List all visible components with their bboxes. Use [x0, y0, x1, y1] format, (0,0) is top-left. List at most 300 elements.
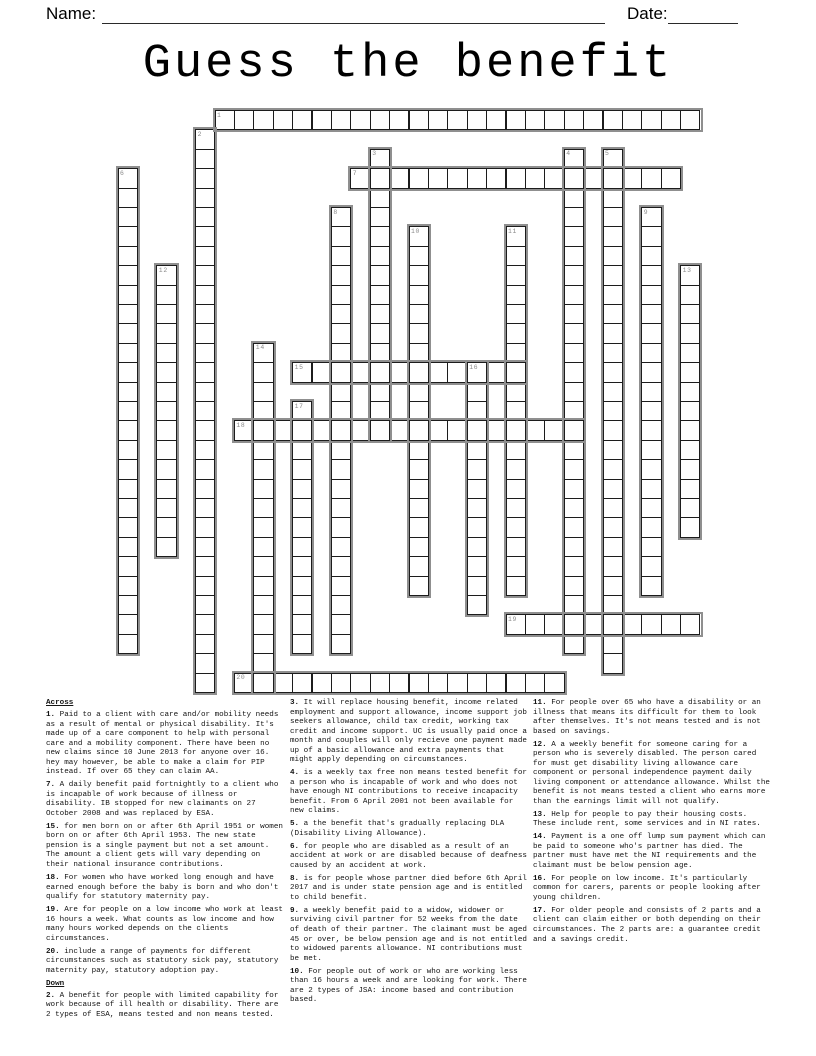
crossword-cell — [331, 498, 351, 518]
crossword-cell — [583, 168, 603, 188]
crossword-cell — [603, 420, 623, 440]
crossword-cell — [467, 420, 487, 440]
clue-number: 18. — [46, 873, 60, 882]
crossword-cell — [195, 673, 215, 693]
crossword-cell — [195, 576, 215, 596]
crossword-cell — [680, 401, 700, 421]
crossword-cell — [564, 362, 584, 382]
crossword-cell — [467, 537, 487, 557]
crossword-cell — [641, 382, 661, 402]
crossword-cell — [118, 517, 138, 537]
clue-column-middle — [290, 699, 530, 1009]
cell-number: 13 — [682, 266, 692, 274]
crossword-cell — [195, 188, 215, 208]
crossword-cell — [234, 673, 254, 693]
crossword-cell — [389, 420, 409, 440]
crossword-cell — [641, 110, 661, 130]
crossword-cell — [195, 556, 215, 576]
clue-2: 2. A benefit for people with limited capability for work because of ill health or disability. There are 2 types of ESA, means tested and non means tested. — [46, 991, 279, 1019]
clue-14: 14. Payment is a one off lump sum payment which can be paid to someone who's partner has died. The partner must have met the NI requirements and the claimant must be below pension age. — [533, 833, 766, 870]
crossword-cell — [525, 614, 545, 634]
crossword-cell — [467, 459, 487, 479]
crossword-cell — [156, 265, 176, 285]
clue-8: 8. is for people whose partner died before 6th April 2017 and is under state pension age and is entitled to child benefit. — [290, 874, 527, 902]
crossword-cell — [603, 556, 623, 576]
crossword-cell — [641, 517, 661, 537]
crossword-cell — [292, 479, 312, 499]
crossword-cell — [370, 168, 390, 188]
crossword-cell — [622, 168, 642, 188]
crossword-cell — [292, 401, 312, 421]
crossword-cell — [506, 382, 526, 402]
crossword-cell — [118, 595, 138, 615]
clue-13: 13. Help for people to pay their housing costs. These include rent, some services and in NI rates. — [533, 810, 761, 829]
crossword-cell — [350, 110, 370, 130]
crossword-cell — [195, 285, 215, 305]
clue-4: 4. is a weekly tax free non means tested benefit for a person who is incapable of work and who does not have enough NI contributions to receive incapacity benefit. From 6 April 2001 not been available for new claims. — [290, 769, 527, 816]
crossword-cell — [467, 517, 487, 537]
crossword-cell — [564, 110, 584, 130]
crossword-cell — [292, 517, 312, 537]
crossword-cell — [564, 576, 584, 596]
page-title: Guess the benefit — [142, 38, 674, 91]
crossword-cell — [118, 634, 138, 654]
crossword-cell — [370, 362, 390, 382]
crossword-cell — [506, 401, 526, 421]
crossword-cell — [118, 440, 138, 460]
clue-number: 20. — [46, 947, 60, 956]
crossword-cell — [603, 343, 623, 363]
crossword-cell — [564, 420, 584, 440]
crossword-cell — [409, 110, 429, 130]
crossword-cell — [195, 265, 215, 285]
crossword-cell — [331, 323, 351, 343]
crossword-cell — [331, 246, 351, 266]
crossword-cell — [467, 556, 487, 576]
crossword-cell — [506, 614, 526, 634]
cell-number: 7 — [352, 169, 358, 177]
crossword-cell — [253, 556, 273, 576]
crossword-cell — [234, 420, 254, 440]
crossword-cell — [467, 576, 487, 596]
crossword-cell — [564, 149, 584, 169]
crossword-cell — [331, 537, 351, 557]
crossword-cell — [370, 673, 390, 693]
crossword-cell — [292, 420, 312, 440]
crossword-cell — [370, 420, 390, 440]
crossword-cell — [486, 168, 506, 188]
cell-number: 19 — [508, 615, 518, 623]
crossword-cell — [641, 498, 661, 518]
crossword-cell — [603, 382, 623, 402]
crossword-cell — [409, 323, 429, 343]
crossword-cell — [486, 362, 506, 382]
crossword-cell — [641, 479, 661, 499]
crossword-cell — [292, 440, 312, 460]
crossword-cell — [506, 226, 526, 246]
crossword-cell — [409, 440, 429, 460]
crossword-cell — [641, 576, 661, 596]
crossword-cell — [603, 401, 623, 421]
crossword-cell — [118, 265, 138, 285]
crossword-cell — [603, 362, 623, 382]
clue-heading-down: Down — [46, 979, 65, 988]
clue-6: 6. for people who are disabled as a result of an accident at work or are disabled because of deafness caused by an accident at work. — [290, 842, 527, 870]
crossword-cell — [118, 498, 138, 518]
crossword-cell — [118, 576, 138, 596]
crossword-cell — [156, 285, 176, 305]
crossword-cell — [641, 168, 661, 188]
crossword-cell — [564, 595, 584, 615]
crossword-cell — [486, 673, 506, 693]
crossword-cell — [253, 362, 273, 382]
crossword-cell — [661, 110, 681, 130]
crossword-cell — [603, 323, 623, 343]
crossword-cell — [641, 207, 661, 227]
crossword-cell — [409, 362, 429, 382]
crossword-cell — [622, 110, 642, 130]
crossword-cell — [525, 168, 545, 188]
crossword-cell — [195, 634, 215, 654]
crossword-cell — [583, 614, 603, 634]
crossword-cell — [680, 285, 700, 305]
crossword-cell — [680, 362, 700, 382]
clue-number: 12. — [533, 740, 547, 749]
crossword-cell — [118, 420, 138, 440]
crossword-cell — [641, 226, 661, 246]
clue-number: 8. — [290, 874, 300, 883]
crossword-cell — [506, 440, 526, 460]
crossword-cell — [370, 149, 390, 169]
crossword-cell — [409, 459, 429, 479]
crossword-cell — [544, 168, 564, 188]
clue-number: 7. — [46, 781, 56, 790]
crossword-cell — [564, 323, 584, 343]
crossword-cell — [292, 498, 312, 518]
crossword-cell — [118, 401, 138, 421]
crossword-cell — [447, 362, 467, 382]
crossword-cell — [409, 226, 429, 246]
date-label: Date: — [627, 4, 668, 23]
crossword-cell — [118, 537, 138, 557]
crossword-cell — [409, 168, 429, 188]
crossword-cell — [506, 323, 526, 343]
crossword-cell — [506, 110, 526, 130]
crossword-cell — [564, 401, 584, 421]
crossword-cell — [603, 517, 623, 537]
crossword-cell — [253, 420, 273, 440]
crossword-cell — [447, 673, 467, 693]
crossword-cell — [370, 382, 390, 402]
cell-number: 5 — [605, 150, 610, 158]
clue-number: 17. — [533, 906, 547, 915]
crossword-cell — [370, 304, 390, 324]
clue-column-right — [533, 699, 773, 948]
crossword-cell — [641, 362, 661, 382]
crossword-cell — [564, 634, 584, 654]
crossword-cell — [641, 323, 661, 343]
crossword-cell — [195, 343, 215, 363]
crossword-cell — [253, 576, 273, 596]
crossword-cell — [156, 401, 176, 421]
crossword-cell — [253, 343, 273, 363]
crossword-cell — [409, 420, 429, 440]
cell-number: 9 — [643, 208, 649, 216]
crossword-cell — [195, 246, 215, 266]
crossword-cell — [641, 420, 661, 440]
crossword-cell — [506, 265, 526, 285]
crossword-cell — [506, 285, 526, 305]
crossword-cell — [603, 285, 623, 305]
crossword-cell — [156, 343, 176, 363]
clue-16: 16. For people on low income. It's particularly common for carers, parents or people looking after young children. — [533, 874, 761, 902]
crossword-cell — [195, 149, 215, 169]
crossword-cell — [544, 673, 564, 693]
crossword-cell — [506, 246, 526, 266]
crossword-cell — [215, 110, 235, 130]
crossword-cell — [506, 343, 526, 363]
crossword-cell — [428, 673, 448, 693]
crossword-cell — [564, 517, 584, 537]
cell-number: 11 — [508, 227, 518, 235]
clue-9: 9. a weekly benefit paid to a widow, widower or surviving civil partner for 52 weeks from the date of death of their partner. The claimant must be aged 45 or over, be below pension age and is not entitled to widowed parents allowance. NI contributions must be met. — [290, 906, 527, 963]
crossword-cell — [622, 614, 642, 634]
crossword-cell — [603, 614, 623, 634]
crossword-cell — [292, 537, 312, 557]
crossword-cell — [641, 459, 661, 479]
crossword-cell — [680, 304, 700, 324]
crossword-cell — [544, 614, 564, 634]
crossword-cell — [603, 653, 623, 673]
crossword-cell — [331, 420, 351, 440]
crossword-cell — [603, 265, 623, 285]
crossword-cell — [583, 110, 603, 130]
crossword-cell — [253, 459, 273, 479]
crossword-cell — [467, 440, 487, 460]
crossword-cell — [564, 343, 584, 363]
crossword-cell — [641, 265, 661, 285]
crossword-cell — [234, 110, 254, 130]
crossword-cell — [506, 168, 526, 188]
clue-column-left — [46, 699, 286, 1024]
clue-number: 1. — [46, 711, 56, 720]
crossword-cell — [486, 420, 506, 440]
crossword-cell — [409, 246, 429, 266]
crossword-cell — [118, 207, 138, 227]
crossword-cell — [564, 614, 584, 634]
crossword-cell — [389, 362, 409, 382]
clue-number: 11. — [533, 699, 547, 707]
crossword-cell — [292, 576, 312, 596]
cell-number: 16 — [469, 363, 479, 371]
crossword-cell — [292, 459, 312, 479]
crossword-cell — [447, 168, 467, 188]
crossword-cell — [467, 498, 487, 518]
crossword-cell — [564, 498, 584, 518]
crossword-cell — [603, 440, 623, 460]
crossword-cell — [195, 595, 215, 615]
crossword-cell — [544, 110, 564, 130]
crossword-cell — [641, 285, 661, 305]
clue-5: 5. a the benefit that's gradually replacing DLA (Disability Living Allowance). — [290, 820, 505, 838]
crossword-cell — [195, 517, 215, 537]
crossword-cell — [447, 420, 467, 440]
crossword-cell — [331, 265, 351, 285]
crossword-cell — [370, 246, 390, 266]
cell-number: 10 — [411, 227, 421, 235]
cell-number: 15 — [294, 363, 304, 371]
crossword-cell — [253, 595, 273, 615]
crossword-cell — [467, 110, 487, 130]
crossword-cell — [603, 149, 623, 169]
crossword-cell — [331, 673, 351, 693]
crossword-cell — [641, 401, 661, 421]
cell-number: 2 — [197, 130, 203, 138]
crossword-cell — [292, 673, 312, 693]
clue-1: 1. Paid to a client with care and/or mobility needs as a result of mental or physical disability. It's made up of a care component to help with personal care and a mobility component. There have been no new claims since 10 June 2013 for anyone over 16. hey may however, be able to make a claim for PIP instead. If over 65 they can claim AA. — [46, 711, 279, 777]
crossword-cell — [467, 382, 487, 402]
crossword-cell — [603, 188, 623, 208]
crossword-cell — [603, 576, 623, 596]
crossword-cell — [370, 323, 390, 343]
crossword-cell — [564, 556, 584, 576]
crossword-cell — [253, 440, 273, 460]
crossword-cell — [564, 479, 584, 499]
crossword-cell — [331, 304, 351, 324]
crossword-cell — [253, 401, 273, 421]
crossword-cell — [331, 479, 351, 499]
crossword-cell — [195, 420, 215, 440]
crossword-cell — [467, 362, 487, 382]
crossword-cell — [467, 401, 487, 421]
clue-number: 16. — [533, 874, 547, 883]
crossword-cell — [370, 265, 390, 285]
crossword-cell — [680, 614, 700, 634]
crossword-cell — [409, 265, 429, 285]
crossword-cell — [544, 420, 564, 440]
crossword-cell — [506, 537, 526, 557]
crossword-cell — [118, 382, 138, 402]
crossword-cell — [331, 362, 351, 382]
crossword-cell — [370, 110, 390, 130]
crossword-cell — [525, 110, 545, 130]
crossword-cell — [467, 673, 487, 693]
crossword-cell — [331, 517, 351, 537]
crossword-cell — [564, 537, 584, 557]
crossword-cell — [680, 343, 700, 363]
crossword-cell — [292, 595, 312, 615]
crossword-cell — [409, 498, 429, 518]
clue-number: 6. — [290, 842, 300, 851]
name-label: Name: — [46, 4, 97, 23]
crossword-cell — [603, 479, 623, 499]
crossword-cell — [389, 110, 409, 130]
crossword-cell — [409, 556, 429, 576]
clue-number: 19. — [46, 906, 60, 914]
crossword-cell — [156, 420, 176, 440]
crossword-cell — [603, 168, 623, 188]
crossword-cell — [428, 362, 448, 382]
crossword-cell — [564, 265, 584, 285]
clue-number: 15. — [46, 822, 60, 831]
crossword-cell — [506, 517, 526, 537]
crossword-cell — [641, 440, 661, 460]
crossword-cell — [156, 537, 176, 557]
crossword-cell — [195, 440, 215, 460]
crossword-cell — [603, 246, 623, 266]
crossword-cell — [195, 304, 215, 324]
cell-number: 20 — [236, 674, 246, 682]
crossword-cell — [195, 207, 215, 227]
crossword-cell — [641, 304, 661, 324]
crossword-cell — [680, 323, 700, 343]
crossword-cell — [195, 168, 215, 188]
crossword-cell — [506, 673, 526, 693]
crossword-cell — [350, 673, 370, 693]
crossword-cell — [118, 188, 138, 208]
crossword-cell — [253, 673, 273, 693]
crossword-cell — [273, 110, 293, 130]
crossword-cell — [156, 459, 176, 479]
crossword-cell — [486, 110, 506, 130]
crossword-cell — [195, 653, 215, 673]
crossword-cell — [603, 207, 623, 227]
crossword-cell — [641, 246, 661, 266]
crossword-cell — [331, 285, 351, 305]
cell-number: 6 — [120, 169, 125, 177]
crossword-cell — [253, 382, 273, 402]
crossword-cell — [350, 362, 370, 382]
clue-12: 12. A a weekly benefit for someone caring for a person who is severely disabled. The person cared for must get disability living allowance care component or personal independence payment daily living component or attendance allowance. Whilst the benefit is not means tested a client who earns more than the earnings limit will not qualify. — [533, 740, 770, 806]
crossword-cell — [292, 362, 312, 382]
crossword-cell — [447, 110, 467, 130]
crossword-cell — [156, 498, 176, 518]
crossword-cell — [331, 556, 351, 576]
crossword-cell — [331, 382, 351, 402]
crossword-cell — [680, 110, 700, 130]
crossword-cell — [331, 459, 351, 479]
clue-heading-across: Across — [46, 699, 74, 707]
crossword-cell — [331, 226, 351, 246]
crossword-cell — [156, 362, 176, 382]
crossword-cell — [370, 401, 390, 421]
crossword-cell — [641, 556, 661, 576]
crossword-cell — [156, 440, 176, 460]
crossword-cell — [273, 673, 293, 693]
crossword-cell — [156, 382, 176, 402]
crossword-cell — [409, 304, 429, 324]
crossword-cell — [506, 459, 526, 479]
clue-number: 9. — [290, 906, 300, 915]
crossword-cell — [680, 479, 700, 499]
crossword-cell — [292, 614, 312, 634]
crossword-cell — [292, 634, 312, 654]
crossword-cell — [118, 459, 138, 479]
crossword-cell — [331, 614, 351, 634]
crossword-cell — [564, 207, 584, 227]
crossword-cell — [118, 479, 138, 499]
crossword-cell — [467, 595, 487, 615]
crossword-cell — [661, 168, 681, 188]
crossword-cell — [506, 556, 526, 576]
crossword-cell — [312, 673, 332, 693]
crossword-cell — [603, 110, 623, 130]
crossword-cell — [564, 382, 584, 402]
crossword-cell — [603, 634, 623, 654]
crossword-cell — [312, 420, 332, 440]
crossword-cell — [680, 440, 700, 460]
crossword-cell — [564, 168, 584, 188]
